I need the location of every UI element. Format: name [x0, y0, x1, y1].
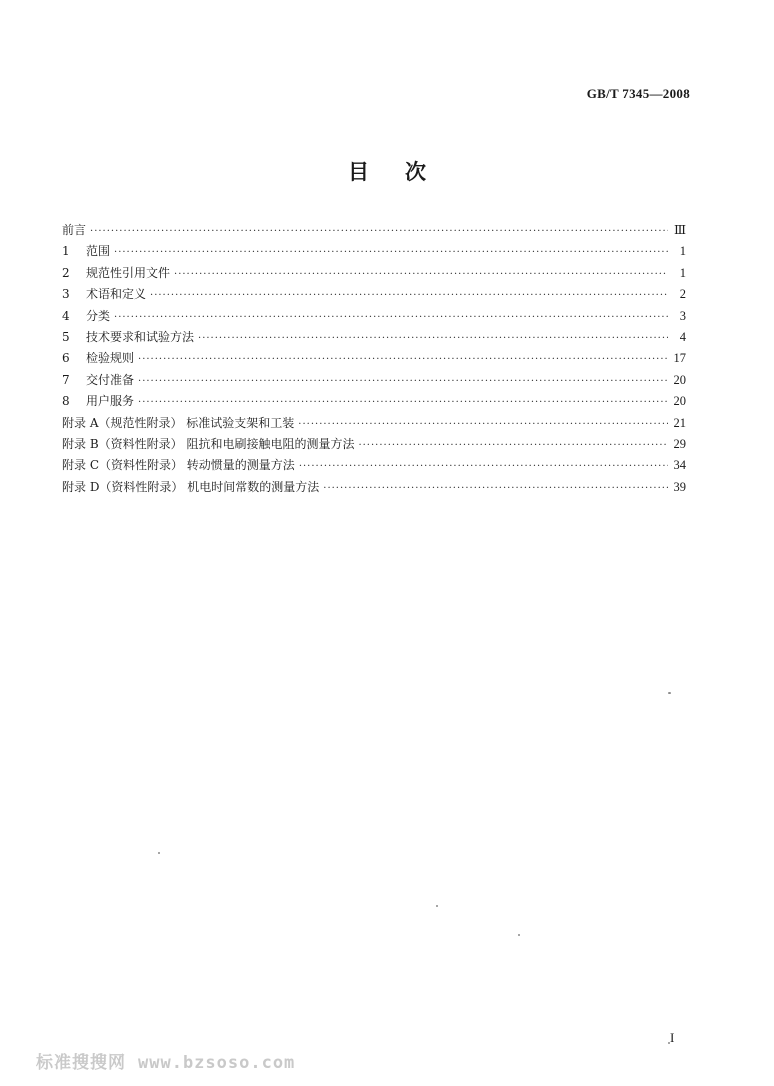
toc-entry-3[interactable] — [62, 285, 686, 306]
toc-page-number: 1 — [679, 244, 686, 259]
toc-entry-5[interactable] — [62, 328, 686, 349]
toc-page-number: Ⅲ — [673, 223, 686, 237]
toc-entry-label: 附录 B（资料性附录） 阻抗和电刷接触电阻的测量方法 — [62, 436, 355, 451]
toc-page-number: 3 — [679, 308, 686, 323]
toc-page-number: 17 — [673, 351, 686, 366]
toc-entry-label: 附录 C（资料性附录） 转动惯量的测量方法 — [62, 458, 295, 473]
leader-dots — [198, 333, 668, 344]
leader-dots — [358, 440, 668, 451]
standard-code: GB/T 7345—2008 — [586, 86, 690, 101]
toc-page-number: 34 — [673, 458, 686, 473]
toc-entry-annex-b[interactable] — [62, 435, 686, 456]
toc-entry-label: 7 交付准备 — [62, 372, 135, 387]
title-char-1: 目 — [348, 160, 369, 184]
toc-entry-label: 附录 A（规范性附录） 标准试验支架和工装 — [62, 415, 295, 430]
leader-dots — [323, 483, 668, 494]
scan-speck — [158, 852, 160, 854]
watermark-url: www.bzsoso.com — [138, 1053, 296, 1073]
toc-page-number: 4 — [679, 329, 686, 344]
leader-dots — [138, 376, 668, 387]
leader-dots — [90, 226, 668, 237]
watermark-site-name: 标准搜搜网 — [36, 1053, 126, 1073]
toc-entry-7[interactable] — [62, 371, 686, 392]
toc-entry-label: 5 技术要求和试验方法 — [62, 329, 195, 344]
toc-entry-foreword[interactable] — [62, 221, 686, 242]
leader-dots — [114, 312, 668, 323]
toc-entry-label: 1 范围 — [62, 244, 111, 259]
toc-entry-8[interactable] — [62, 392, 686, 413]
toc-entry-6[interactable] — [62, 349, 686, 370]
toc-entry-label: 6 检验规则 — [62, 351, 135, 366]
leader-dots — [174, 269, 668, 280]
toc-page-number: 2 — [679, 287, 686, 302]
leader-dots — [150, 290, 668, 301]
toc-page-number: 21 — [673, 415, 686, 430]
toc-entry-label: 2 规范性引用文件 — [62, 265, 171, 280]
watermark — [36, 1048, 295, 1073]
scan-speck — [436, 905, 438, 907]
toc-entry-label: 前言 — [62, 223, 87, 237]
leader-dots — [298, 419, 668, 430]
toc-entry-4[interactable] — [62, 307, 686, 328]
leader-dots — [138, 354, 668, 365]
toc-entry-label: 8 用户服务 — [62, 394, 135, 409]
title-char-2: 次 — [405, 160, 426, 184]
toc-page-number: 29 — [673, 436, 686, 451]
toc-entry-label: 4 分类 — [62, 308, 111, 323]
toc-entry-2[interactable] — [62, 264, 686, 285]
page-title — [0, 156, 774, 186]
toc-page-number: 39 — [673, 479, 686, 494]
toc-page-number: 20 — [673, 372, 686, 387]
leader-dots — [114, 247, 668, 258]
toc-entry-annex-c[interactable] — [62, 456, 686, 477]
scan-speck — [668, 692, 671, 694]
toc-entry-label: 3 术语和定义 — [62, 287, 147, 302]
toc-page-number: 20 — [673, 394, 686, 409]
leader-dots — [138, 397, 668, 408]
scan-speck — [518, 934, 520, 936]
toc-entry-annex-d[interactable] — [62, 478, 686, 499]
toc-page-number: 1 — [679, 265, 686, 280]
leader-dots — [299, 461, 668, 472]
table-of-contents — [62, 221, 686, 499]
toc-entry-annex-a[interactable] — [62, 414, 686, 435]
page-number: I — [670, 1030, 675, 1045]
toc-entry-label: 附录 D（资料性附录） 机电时间常数的测量方法 — [62, 479, 320, 494]
toc-entry-1[interactable] — [62, 242, 686, 263]
